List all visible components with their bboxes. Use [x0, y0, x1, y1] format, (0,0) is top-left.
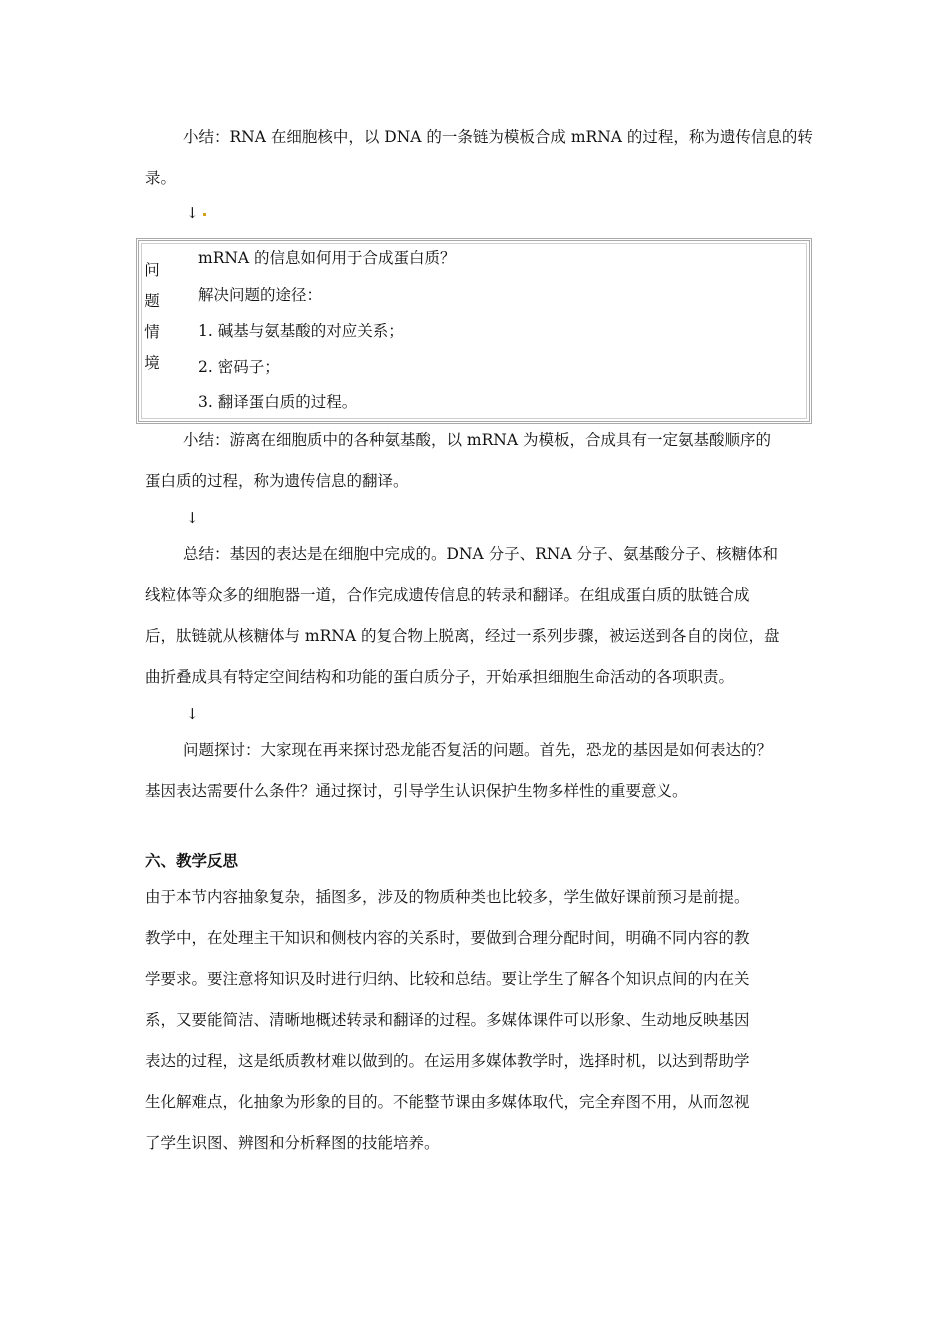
problem-scenario-label	[142, 260, 162, 384]
summary2-line2: 蛋白质的过程，称为遗传信息的翻译。	[145, 472, 409, 490]
conclusion-line4: 曲折叠成具有特定空间结构和功能的蛋白质分子，开始承担细胞生命活动的各项职责。	[145, 668, 735, 686]
summary1-line2: 录。	[145, 169, 177, 187]
label-char: 情	[144, 323, 160, 341]
down-arrow-icon: ↓	[186, 203, 206, 223]
reflection-line: 由于本节内容抽象复杂，插图多，涉及的物质种类也比较多，学生做好课前预习是前提。	[145, 888, 750, 906]
reflection-line: 生化解难点，化抽象为形象的目的。不能整节课由多媒体取代，完全弃图不用，从而忽视	[145, 1093, 750, 1111]
problem-step-3: 3. 翻译蛋白质的过程。	[198, 393, 358, 411]
problem-solution-heading: 解决问题的途径：	[198, 286, 323, 304]
label-char: 境	[144, 354, 160, 372]
summary1-line1: 小结：RNA 在细胞核中，以 DNA 的一条链为模板合成 mRNA 的过程，称为遗传信息的转	[183, 128, 813, 146]
conclusion-line1: 总结：基因的表达是在细胞中完成的。DNA 分子、RNA 分子、氨基酸分子、核糖体和	[183, 545, 778, 563]
problem-question: mRNA 的信息如何用于合成蛋白质？	[198, 249, 456, 267]
reflection-line: 学要求。要注意将知识及时进行归纳、比较和总结。要让学生了解各个知识点间的内在关	[145, 970, 750, 988]
summary2-line1: 小结：游离在细胞质中的各种氨基酸，以 mRNA 为模板，合成具有一定氨基酸顺序的	[183, 431, 771, 449]
problem-scenario-box	[136, 238, 812, 424]
reflection-line: 了学生识图、辨图和分析释图的技能培养。	[145, 1134, 440, 1152]
label-char: 题	[144, 292, 160, 310]
discussion-line2: 基因表达需要什么条件？通过探讨，引导学生认识保护生物多样性的重要意义。	[145, 782, 688, 800]
problem-step-1: 1. 碱基与氨基酸的对应关系；	[198, 322, 404, 340]
down-arrow-icon: ↓	[186, 705, 199, 723]
conclusion-line3: 后，肽链就从核糖体与 mRNA 的复合物上脱离，经过一系列步骤，被运送到各自的岗位，盘	[145, 627, 780, 645]
problem-step-2: 2. 密码子；	[198, 358, 280, 376]
down-arrow-icon: ↓	[186, 509, 199, 527]
reflection-line: 系，又要能简洁、清晰地概述转录和翻译的过程。多媒体课件可以形象、生动地反映基因	[145, 1011, 750, 1029]
section-heading-reflection: 六、教学反思	[145, 852, 239, 870]
marker-dot	[203, 213, 206, 216]
problem-scenario-inner	[141, 243, 807, 419]
reflection-line: 表达的过程，这是纸质教材难以做到的。在运用多媒体教学时，选择时机，以达到帮助学	[145, 1052, 750, 1070]
reflection-line: 教学中，在处理主干知识和侧枝内容的关系时，要做到合理分配时间，明确不同内容的教	[145, 929, 750, 947]
label-char: 问	[144, 261, 160, 279]
discussion-line1: 问题探讨：大家现在再来探讨恐龙能否复活的问题。首先，恐龙的基因是如何表达的？	[183, 741, 773, 759]
conclusion-line2: 线粒体等众多的细胞器一道，合作完成遗传信息的转录和翻译。在组成蛋白质的肽链合成	[145, 586, 750, 604]
